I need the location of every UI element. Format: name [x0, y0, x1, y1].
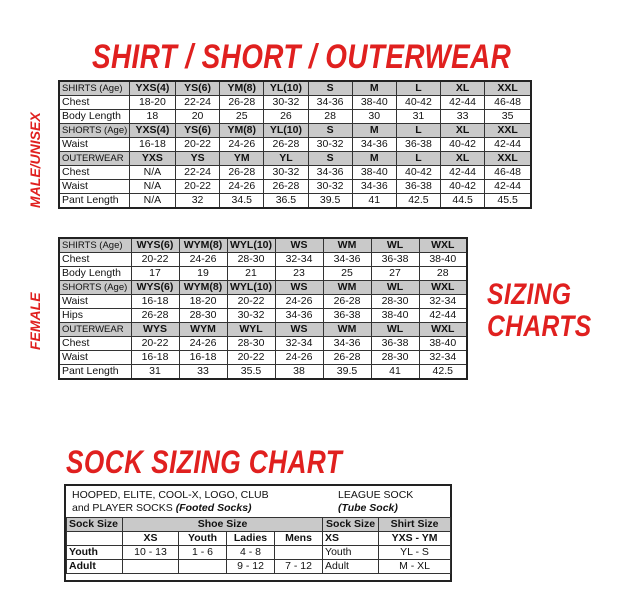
table-cell: 38-40 [371, 309, 419, 323]
table-cell: XL [441, 152, 485, 166]
table-cell: 21 [227, 267, 275, 281]
table-cell: 46-48 [485, 96, 531, 110]
table-cell [179, 560, 227, 574]
table-cell: 34-36 [275, 309, 323, 323]
table-cell: 30-32 [308, 138, 352, 152]
table-cell: 26-28 [220, 166, 264, 180]
table-cell: 16-18 [131, 295, 179, 309]
table-cell: N/A [129, 180, 175, 194]
female-label: FEMALE [27, 292, 43, 350]
table-cell: 28 [419, 267, 467, 281]
table-row [59, 351, 467, 365]
table-cell: L [396, 124, 440, 138]
table-cell: 36-38 [323, 309, 371, 323]
row-label: SHIRTS (Age) [59, 81, 129, 96]
table-cell: 20-22 [131, 253, 179, 267]
tube-sock-label: (Tube Sock) [338, 502, 398, 514]
table-cell: 34-36 [308, 96, 352, 110]
table-cell: 4 - 8 [227, 546, 275, 560]
table-cell: WXL [419, 323, 467, 337]
table-cell: 30-32 [227, 309, 275, 323]
table-cell: XXL [485, 124, 531, 138]
table-cell: 34-36 [352, 138, 396, 152]
row-label: OUTERWEAR [59, 323, 131, 337]
table-cell: XS [323, 532, 379, 546]
table-cell: 25 [220, 110, 264, 124]
table-cell: WYS(6) [131, 281, 179, 295]
table-cell: 42-44 [441, 96, 485, 110]
table-cell: XS [123, 532, 179, 546]
table-cell: XXL [485, 81, 531, 96]
table-cell: 26-28 [323, 295, 371, 309]
table-cell: 24-26 [220, 180, 264, 194]
table-cell: S [308, 152, 352, 166]
table-cell: WL [371, 323, 419, 337]
table-cell: YXS(4) [129, 81, 175, 96]
table-cell: Youth [67, 546, 123, 560]
table-row [67, 546, 451, 560]
table-cell: 24-26 [275, 351, 323, 365]
sock-sizing-table [64, 484, 452, 582]
table-cell: WXL [419, 238, 467, 253]
table-cell: 18-20 [129, 96, 175, 110]
table-cell: YXS - YM [379, 532, 451, 546]
table-cell: 28-30 [227, 253, 275, 267]
table-cell: YXS [129, 152, 175, 166]
table-cell: L [396, 152, 440, 166]
table-row [59, 365, 467, 380]
row-label: Hips [59, 309, 131, 323]
table-cell: 36.5 [264, 194, 308, 209]
table-cell: 42-44 [419, 309, 467, 323]
table-row [67, 560, 451, 574]
male-unisex-size-table [58, 80, 532, 209]
table-cell: Mens [275, 532, 323, 546]
table-cell: 41 [352, 194, 396, 209]
table-cell: 19 [179, 267, 227, 281]
row-label: Chest [59, 166, 129, 180]
table-cell: 20-22 [131, 337, 179, 351]
table-cell: 34.5 [220, 194, 264, 209]
table-cell: 28-30 [227, 337, 275, 351]
table-cell: 40-42 [441, 180, 485, 194]
table-cell: 30-32 [308, 180, 352, 194]
table-cell: 24-26 [220, 138, 264, 152]
table-cell: 35.5 [227, 365, 275, 380]
table-cell: 32-34 [419, 351, 467, 365]
table-cell: 24-26 [179, 337, 227, 351]
row-label: SHIRTS (Age) [59, 238, 131, 253]
table-cell: 38 [275, 365, 323, 380]
table-cell: 28-30 [371, 351, 419, 365]
table-cell: YL [264, 152, 308, 166]
table-cell: XXL [485, 152, 531, 166]
table-cell: 16-18 [129, 138, 175, 152]
table-header-row [59, 81, 531, 96]
table-cell: 16-18 [131, 351, 179, 365]
table-cell: 42-44 [485, 180, 531, 194]
table-cell: YM(8) [220, 124, 264, 138]
table-cell: 31 [131, 365, 179, 380]
table-cell: 10 - 13 [123, 546, 179, 560]
row-label: Body Length [59, 110, 129, 124]
table-cell: WXL [419, 281, 467, 295]
table-row [59, 110, 531, 124]
table-cell: 31 [396, 110, 440, 124]
footed-socks-label: (Footed Socks) [175, 502, 252, 514]
row-label: SHORTS (Age) [59, 124, 129, 138]
table-row [59, 180, 531, 194]
table-cell: L [396, 81, 440, 96]
table-cell: 25 [323, 267, 371, 281]
table-cell: WL [371, 281, 419, 295]
row-label: OUTERWEAR [59, 152, 129, 166]
table-cell: S [308, 81, 352, 96]
sizing-title-line1: SIZING [487, 278, 572, 311]
table-cell: 7 - 12 [275, 560, 323, 574]
table-cell: YXS(4) [129, 124, 175, 138]
table-cell: S [308, 124, 352, 138]
row-label: SHORTS (Age) [59, 281, 131, 295]
table-cell: YL(10) [264, 81, 308, 96]
table-cell: 18 [129, 110, 175, 124]
table-cell: Ladies [227, 532, 275, 546]
table-cell: M - XL [379, 560, 451, 574]
table-cell: 41 [371, 365, 419, 380]
table-cell: 22-24 [175, 96, 219, 110]
table-cell: 44.5 [441, 194, 485, 209]
row-label: Waist [59, 138, 129, 152]
table-cell: 36-38 [396, 138, 440, 152]
row-label: Waist [59, 351, 131, 365]
league-sock-label: LEAGUE SOCK [338, 489, 414, 501]
table-cell: Youth [179, 532, 227, 546]
table-row [59, 96, 531, 110]
table-cell: YM(8) [220, 81, 264, 96]
table-cell: 39.5 [308, 194, 352, 209]
table-cell: 36-38 [396, 180, 440, 194]
table-cell: Youth [323, 546, 379, 560]
table-cell: 20-22 [227, 295, 275, 309]
table-cell: WS [275, 238, 323, 253]
table-cell: 28-30 [179, 309, 227, 323]
table-cell: 35 [485, 110, 531, 124]
table-cell: 40-42 [396, 166, 440, 180]
table-row [59, 337, 467, 351]
table-cell: 26-28 [264, 180, 308, 194]
table-cell: 46-48 [485, 166, 531, 180]
male-unisex-label: MALE/UNISEX [27, 112, 43, 208]
table-cell: 20-22 [227, 351, 275, 365]
table-cell: YM [220, 152, 264, 166]
table-cell: 24-26 [275, 295, 323, 309]
table-cell: 20-22 [175, 180, 219, 194]
table-cell: WYL(10) [227, 238, 275, 253]
table-cell [275, 546, 323, 560]
table-cell: 42.5 [419, 365, 467, 380]
table-cell: WYM(8) [179, 238, 227, 253]
footed-socks-header-line1: HOOPED, ELITE, COOL-X, LOGO, CLUB [72, 489, 269, 501]
table-row [59, 194, 531, 209]
table-cell: 38-40 [419, 337, 467, 351]
table-cell: WL [371, 238, 419, 253]
table-cell: 26-28 [323, 351, 371, 365]
table-row [59, 267, 467, 281]
table-header-row [59, 124, 531, 138]
table-cell: N/A [129, 194, 175, 209]
table-cell: 45.5 [485, 194, 531, 209]
sizing-title-line2: CHARTS [487, 310, 592, 343]
row-label: Pant Length [59, 194, 129, 209]
table-cell: 20 [175, 110, 219, 124]
row-label: Chest [59, 253, 131, 267]
table-row [59, 253, 467, 267]
main-title: SHIRT / SHORT / OUTERWEAR [92, 38, 512, 76]
table-cell: 26-28 [220, 96, 264, 110]
table-cell: 36-38 [371, 337, 419, 351]
table-cell: YL - S [379, 546, 451, 560]
table-cell: 34-36 [323, 253, 371, 267]
table-cell: XL [441, 81, 485, 96]
table-cell: 16-18 [179, 351, 227, 365]
table-cell: 39.5 [323, 365, 371, 380]
table-cell: WM [323, 281, 371, 295]
shirt-size-header: Shirt Size [379, 518, 451, 532]
table-cell: 24-26 [179, 253, 227, 267]
table-row [59, 166, 531, 180]
table-header-row [59, 281, 467, 295]
table-cell: 42.5 [396, 194, 440, 209]
table-cell: 32-34 [275, 337, 323, 351]
table-cell [123, 560, 179, 574]
table-cell: 26-28 [131, 309, 179, 323]
table-cell: 34-36 [323, 337, 371, 351]
table-cell: 40-42 [441, 138, 485, 152]
table-cell: 33 [441, 110, 485, 124]
sock-chart-title: SOCK SIZING CHART [66, 444, 343, 480]
female-size-table [58, 237, 468, 380]
table-cell: 38-40 [419, 253, 467, 267]
row-label: Chest [59, 96, 129, 110]
table-cell: 38-40 [352, 96, 396, 110]
table-cell: 26 [264, 110, 308, 124]
table-cell: 17 [131, 267, 179, 281]
table-cell: 38-40 [352, 166, 396, 180]
table-cell: M [352, 81, 396, 96]
table-cell: 42-44 [485, 138, 531, 152]
table-cell: Adult [323, 560, 379, 574]
sock-header-row [67, 518, 451, 532]
sock-size-right-header: Sock Size [323, 518, 379, 532]
table-cell: 23 [275, 267, 323, 281]
table-cell: M [352, 152, 396, 166]
tube-sock-header [338, 489, 413, 515]
table-cell: 28 [308, 110, 352, 124]
table-cell: WYS(6) [131, 238, 179, 253]
table-cell: 32 [175, 194, 219, 209]
table-cell: 27 [371, 267, 419, 281]
table-cell: YS(6) [175, 124, 219, 138]
table-cell: 40-42 [396, 96, 440, 110]
table-cell: 34-36 [352, 180, 396, 194]
table-cell: YS(6) [175, 81, 219, 96]
table-cell: 30 [352, 110, 396, 124]
table-cell: 26-28 [264, 138, 308, 152]
row-label: Body Length [59, 267, 131, 281]
footed-socks-header-text: and PLAYER SOCKS [72, 502, 176, 514]
row-label: Chest [59, 337, 131, 351]
table-cell: 9 - 12 [227, 560, 275, 574]
table-cell: 30-32 [264, 166, 308, 180]
table-cell: WYL(10) [227, 281, 275, 295]
table-cell: WYM [179, 323, 227, 337]
table-cell: M [352, 124, 396, 138]
table-row [59, 295, 467, 309]
shoe-size-header: Shoe Size [123, 518, 323, 532]
table-cell: WS [275, 323, 323, 337]
table-cell: YL(10) [264, 124, 308, 138]
sock-grid [66, 517, 451, 574]
table-cell: N/A [129, 166, 175, 180]
table-header-row [59, 323, 467, 337]
table-header-row [59, 238, 467, 253]
table-cell: 28-30 [371, 295, 419, 309]
table-cell: 20-22 [175, 138, 219, 152]
table-cell: 22-24 [175, 166, 219, 180]
footed-socks-header [72, 489, 269, 515]
sock-subheader-row [67, 532, 451, 546]
row-label: Waist [59, 180, 129, 194]
table-cell [67, 532, 123, 546]
table-cell: 42-44 [441, 166, 485, 180]
table-header-row [59, 152, 531, 166]
table-row [59, 138, 531, 152]
table-cell: WM [323, 323, 371, 337]
table-cell: 30-32 [264, 96, 308, 110]
table-cell: Adult [67, 560, 123, 574]
table-cell: YS [175, 152, 219, 166]
table-cell: 1 - 6 [179, 546, 227, 560]
table-cell: 32-34 [419, 295, 467, 309]
table-cell: WYL [227, 323, 275, 337]
table-cell: WM [323, 238, 371, 253]
table-cell: WS [275, 281, 323, 295]
table-cell: WYS [131, 323, 179, 337]
row-label: Waist [59, 295, 131, 309]
table-cell: 34-36 [308, 166, 352, 180]
footed-socks-header-line2 [72, 502, 269, 515]
table-cell: 18-20 [179, 295, 227, 309]
table-cell: 36-38 [371, 253, 419, 267]
sock-size-header: Sock Size [67, 518, 123, 532]
table-cell: 33 [179, 365, 227, 380]
table-cell: 32-34 [275, 253, 323, 267]
table-cell: XL [441, 124, 485, 138]
table-row [59, 309, 467, 323]
row-label: Pant Length [59, 365, 131, 380]
table-cell: WYM(8) [179, 281, 227, 295]
